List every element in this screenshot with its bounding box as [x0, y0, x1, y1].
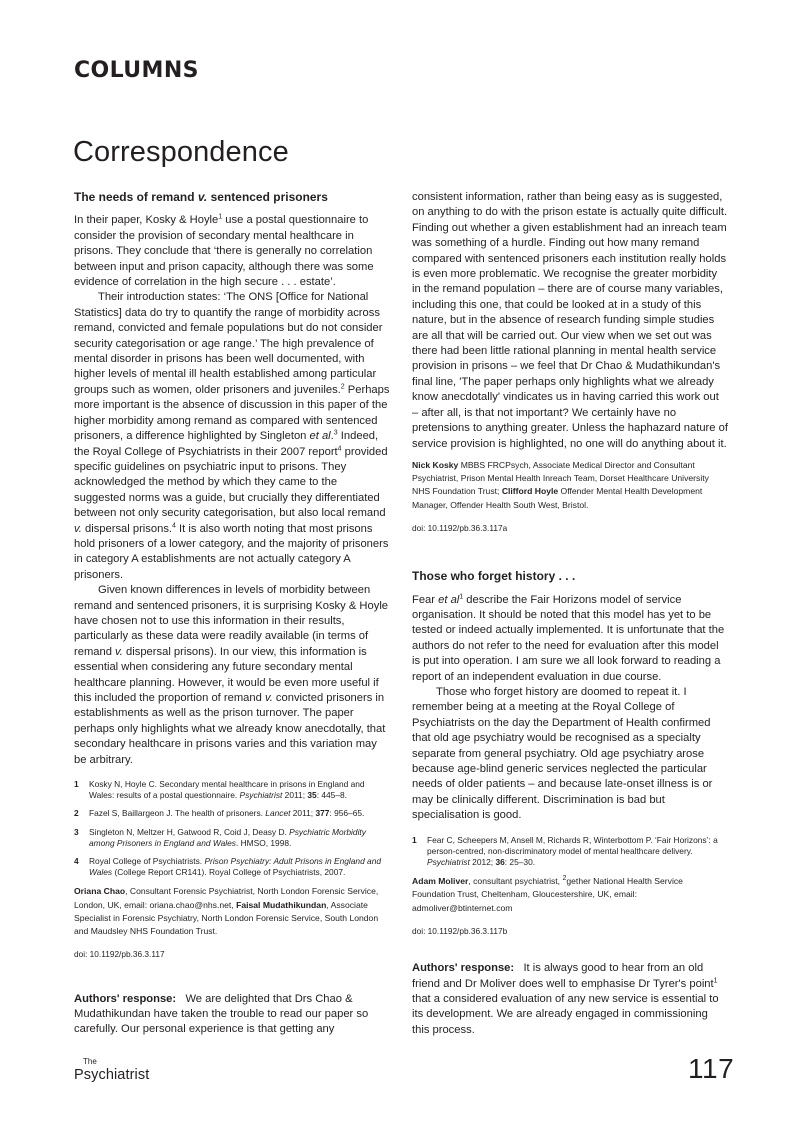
section-label: COLUMNS [74, 58, 199, 83]
logo-main-text: Psychiatrist [74, 1067, 150, 1083]
authors-response: Authors' response: It is always good to hear from an old friend and Dr Moliver does well to emphasise Dr Tyrer's point$^1$ that a considered evaluation of any new service is essential to its development. We are already engaged in commissioning this process. [412, 962, 719, 1036]
paragraph: In their paper, Kosky & Hoyle$^1$ use a postal questionnaire to consider the provision of secondary mental healthcare in prisons. They conclude that ‘there is generally no correlation between input and prison capacity, although there was some evidence of correlation in the high secure . . . estate’. [74, 213, 374, 289]
reference-item: 1 Kosky N, Hoyle C. Secondary mental healthcare in prisons in England and Wales: results of a postal questionnaire. Psychiatrist 2011; 35: 445–8. [74, 779, 365, 801]
reference-list [412, 835, 728, 869]
page-title: Correspondence [73, 136, 289, 168]
authors-response: Authors' response: We are delighted that Drs Chao & Mudathikundan have taken the trouble to read our paper so carefully. Our personal experience is that getting any [74, 992, 369, 1036]
left-column [74, 190, 390, 1038]
article-heading: The needs of remand v. sentenced prisoners [74, 190, 328, 204]
reference-list [74, 779, 390, 878]
reference-item: 1 Fear C, Scheepers M, Ansell M, Richards R, Winterbottom P. ‘Fair Horizons’: a person-centred, non-discriminatory model of mental healthcare delivery. Psychiatrist 2012; 36: 25–30. [412, 834, 718, 868]
logo-small-text: The [83, 1057, 97, 1066]
paragraph: Given known differences in levels of morbidity between remand and sentenced prisoners, it is surprising Kosky & Hoyle have chosen not to use this information in their results, particularly as these data were readily available (in terms of remand v. dispersal prisons). In our view, this information is essential when considering any future secondary mental healthcare planning. However, it would be even more useful if this included the proportion of remand v. convicted prisoners in establishments as well as the prison turnover. The paper perhaps only highlights what we already know anecdotally, that secondary healthcare in prisons varies and this variation may be arbitrary. [74, 584, 389, 766]
author-affiliation: Oriana Chao, Consultant Forensic Psychiatrist, North London Forensic Service, London, UK, email: oriana.chao@nhs.net, Faisal Mudathikundan, Associate Specialist in Forensic Psychiatry, North London Forensic Service, South London and Maudsley NHS Foundation Trust. [74, 886, 379, 937]
paragraph: Fear et $al^1$ describe the Fair Horizons model of service organisation. It should be noted that this model has yet to be tested or indeed actually implemented. It is unfortunate that the authors do not refer to the need for evaluation after this model is put into operation. I am sure we all look forward to reading a report of an independent evaluation in due course. [412, 592, 725, 683]
author-affiliation: Adam Moliver, consultant psychiatrist, $^2$gether National Health Service Foundation Trust, Cheltenham, Gloucestershire, UK, email: admoliver@btinternet.com [412, 875, 683, 913]
article-heading: Those who forget history . . . [412, 569, 576, 584]
page-number: 117 [688, 1053, 735, 1084]
reference-item: 3 Singleton N, Meltzer H, Gatwood R, Coid J, Deasy D. Psychiatric Morbidity among Prisoners in England and Wales. HMSO, 1998. [74, 826, 366, 848]
paragraph: Those who forget history are doomed to repeat it. I remember being at a meeting at the Royal College of Psychiatrists on the day the Department of Health confirmed that old age psychiatry would be recognised as a specialty separate from general psychiatry. Old age psychiatry arose because age-blind generic services neglected the particular needs of older patients – and because late-onset illness is or may be clinically different. Discrimination is bad but specialisation is good. [412, 685, 713, 822]
reference-item: 4 Royal College of Psychiatrists. Prison Psychiatry: Adult Prisons in England and Wales (College Report CR141). Royal College of Psychiatrists, 2007. [74, 856, 382, 878]
right-column [412, 190, 728, 1038]
reference-item: 2 Fazel S, Baillargeon J. The health of prisoners. Lancet 2011; 377: 956–65. [74, 808, 365, 819]
doi: doi: 10.1192/pb.36.3.117b [412, 925, 508, 936]
doi: doi: 10.1192/pb.36.3.117 [74, 949, 165, 960]
author-affiliation: Nick Kosky MBBS FRCPsych, Associate Medical Director and Consultant Psychiatrist, Prison Mental Health Inreach Team, Dorset Healthcare University NHS Foundation Trust; Clifford Hoyle Offender Mental Health Development Manager, Offender Health South West, Bristol. [412, 459, 709, 510]
paragraph: consistent information, rather than being easy as is suggested, on anything to do with the prison estate is actually quite difficult. Finding out whether a given establishment had an inreach team was something of a hurdle. Finding out how many remand compared with sentenced prisoners each institution really holds is even more problematic. We recognise the greater morbidity in the remand population – there are of course many variables, including this one, that could be looked at in a study of this nature, but in the absence of research funding simple studies are all that will be carried out. Our view when we set out was there had been little rational planning in mental health service provision in prisons – we feel that Dr Chao & Mudathikundan's final line, 'The paper perhaps only highlights what we already know anecdotally' vindicates us in having carried this work out – after all, is that not important? We certainly have no pretensions to anything greater. Unless the haphazard nature of service provision is highlighted, no one will do anything about it. [412, 191, 728, 450]
doi: doi: 10.1192/pb.36.3.117a [412, 522, 508, 533]
paragraph: Their introduction states: ‘The ONS [Office for National Statistics] data do try to quantify the range of morbidity across remand, convicted and female populations but do not consider security categorisation or age range.’ The high prevalence of mental disorder in prisons has been well documented, with higher levels of mental ill health established among particular groups such as women, older prisoners and juveniles.$^2$ Perhaps more important is the absence of discussion in this paper of the higher morbidity among remand as compared with sentenced prisoners, a difference highlighted by Singleton et al.$^3$ Indeed, the Royal College of Psychiatrists in their 2007 report$^4$ provided specific guidelines on psychiatric input to prisons. They acknowledged the method by which they came to the suggested norms was a guide, but crucially they differentiated between not only security categorisation, but also local remand v. dispersal prisons.$^4$ It is also worth noting that most prisons hold prisoners of a lower category, and the majority of prisoners in category A establishments are not actually category A prisoners. [74, 291, 390, 581]
